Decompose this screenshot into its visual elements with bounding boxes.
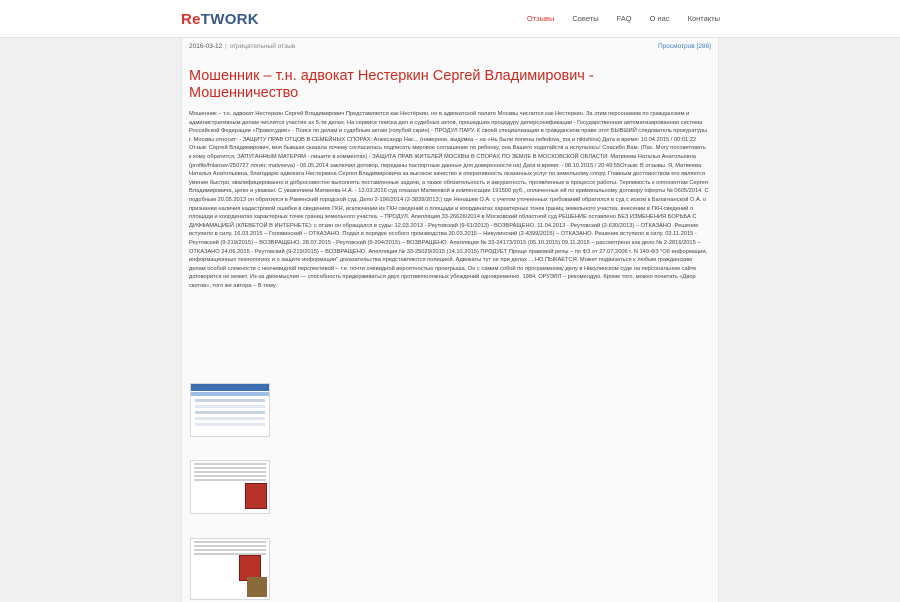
screenshot-thumbnail-3[interactable] [190, 538, 270, 600]
main-nav [509, 14, 720, 23]
post-title: Мошенник – т.н. адвокат Нестеркин Сергей Владимирович - Мошенничество [189, 68, 594, 101]
thumb-line [194, 467, 266, 469]
thumb-line [195, 423, 265, 426]
thumb-line [194, 475, 266, 477]
thumb-subheader-bar [191, 392, 269, 396]
thumb-line [195, 399, 265, 402]
thumb-line [194, 471, 266, 473]
screenshot-thumbnail-2[interactable] [190, 460, 270, 514]
thumb-line [195, 405, 265, 408]
thumb-line [194, 541, 266, 543]
top-navbar [0, 0, 900, 38]
screenshot-thumbnail-1[interactable] [190, 383, 270, 437]
views-count: [286] [696, 43, 711, 50]
thumb-line [194, 545, 266, 547]
nav-reviews[interactable]: Отзывы [526, 14, 555, 23]
post-date: 2016-03-12 [189, 43, 223, 50]
thumb-photo [245, 483, 267, 509]
views-label: Просмотров [657, 43, 695, 50]
thumb-photo-secondary [247, 577, 267, 597]
thumb-header-bar [191, 384, 269, 391]
site-logo[interactable] [181, 11, 259, 28]
thumb-line [195, 417, 265, 420]
views-counter [658, 43, 711, 50]
nav-tips[interactable]: Советы [572, 14, 599, 23]
thumb-line [194, 463, 266, 465]
thumb-line [194, 549, 266, 551]
nav-faq[interactable]: FAQ [616, 14, 632, 23]
nav-about[interactable]: О нас [649, 14, 670, 23]
thumb-line [195, 411, 265, 414]
meta-separator: | [225, 43, 227, 50]
logo-suffix: TWORK [200, 11, 259, 28]
post-meta [189, 43, 295, 50]
thumb-line [194, 479, 266, 481]
post-category[interactable]: отрицательный отзыв [229, 43, 296, 50]
nav-contacts[interactable]: Контакты [687, 14, 720, 23]
post-card [181, 38, 719, 602]
post-body: Мошенник – т.н. адвокат Нестеркин Сергей Владимирович Представляется как Нестёркин, но в адвокатской палате Москвы числится как Нестеркин. За этим персонажем по гражданским и административным делам числится участие ах 5-ти делах. На сервисе поиска дел и судебных актов, прошедших процедуру деперсонификации - Государственная автоматизированная система Российской Федерации «Правосудие» - Поиск по делам и судебным актам (голубой скрин) - ПРОДУЛ ПАРУ. К своей специализации в гражданском праве этот БЫВШИЙ следователь прокуратуры г. Москвы относит: - ЗАЩИТУ ПРАВ ОТЦОВ В СЕМЕЙНЫХ СПОРАХ: Александр Нас... (наверное, выдумка – на «Нь были попены nefedova_ma и nikishina) Дата и время: 10.04.2015 / 00:01:22 Отзыв: Сергей Владимирович, моя бывшая сказала почему согласилась подписать мировое соглашение по ребенку, она Вашего ходатайств а испугалась! Спасибо Вам. (Пас. Могу посоветовать к кому обратится, ЗАПУГАННЫМ МАТЕРЯМ - пишите в комментах) - ЗАЩИТА ПРАВ ЖИТЕЛЕЙ МОСКВЫ В СПОРАХ ПО ЗЕМЛЕ В МОСКОВСКОЙ ОБЛАСТИ: Матвеева Наталья Анатольевна (profile/frilanser/250727 логин: matveeva) - 06.05.2014 заключил договор, переданы паспортные данные для доверенности на) Дата и время: - 08.10.2015 / 20:49:55Отзыв: В отзывы. Я, Матвеева Наталья Анатольевна, благодарю адвоката Нестеркина Сергея Владимировича за высокое качество и оперативность оказанных услуг по земельному спору. Главным достоинством его является умение быстро, квалифицированно и добросовестно выполнять поставленные задачи, а также обязательность и аккуратность, проявленные в процессе работы. Терпимость к оппонентам Сергея Владимировича, ценю и уважаю. С уважением Матвеева Н.А. - 13.03.2016 суд отказал Матвеевой в компенсации 191500 руб., оплаченных ей по криминальному договору оферты № 0605/2014. С подобным 20.05.2013 он обратился в Раменский городской суд. Дело 2-196/2014 (2-3839/2013;) где Ненашев О.А. с учетом уточненных требований обратился в суд с иском к Балагнанской О.А. о признании наличия кадастровой ошибки в сведениях ГКН, исключении из ГКН сведений о площади и координатах характерных точек границ земельного участка, внесении в ГКН сведений о площади и координатах характерных точек границ земельного участка. – ПРОДУЛ. Апелляция 33-26626/2014 в Московский областной суд РЕШЕНИЕ оставлено БЕЗ ИЗМЕНЕНИЯ БОРЬБА С ДИФФАМАЦИЕЙ (КЛЕВЕТОЙ В ИНТЕРНЕТЕ): с отзин он обращался в суды: 12.03.2013 - Реутовский (9-61/2013) - ВОЗВРАЩЕНО. 11.04.2013 - Реутовский (2-630/2013) – ОТКАЗАНО. Решение вступило в силу. 16.03.2015 – Головинский – ОТКАЗАНО. Подал в порядке особого производства 30.03.2015 – Никулинский (2-4399/2015) – ОТКАЗАНО. Решение вступило в силу. 03.11.2015 - Реутовский (9-219/2015) – ВОЗВРАЩЕНО. 28.07.2015 - Реутовский (9-204/2015) – ВОЗВРАЩЕНО. Апелляция № 33-24173/2015 (05.10.2015) 09.11.2015 – рассмотрено как дело № 2-2816/2015 – ОТКАЗАНО 24.06.2015 - Реутовский (9-219/2015) – ВОЗВРАЩЕНО. Апелляция № 33-25029/2015 (14.10.2015) ПРОДУЕТ Проще правовой репы – по ФЗ от 27.07.2006 г. N 149-ФЗ "Об информации, информационных технологиях и о защите информации" доказательства представляются полицией. Адвокаты тут не при делах ... НО ПЫКАЕТСЯ. Может подвизаться к любым гражданским делам особой сложности с неочевидной перспективой – т.е. почти очевидной вероятностью проигрыша. Он с самим собой по программному делу в Никулинском суде на персональном сайте договорится не может. Из-за двоемыслия — способность придерживаться двух противоположных убеждений одновременно. 1984, ОРУЭЛЛ – рекомендую. Кроме того, можно почитать «Двор скотов», того же автора – В тему. [189, 111, 709, 289]
logo-prefix: Re [181, 11, 201, 28]
